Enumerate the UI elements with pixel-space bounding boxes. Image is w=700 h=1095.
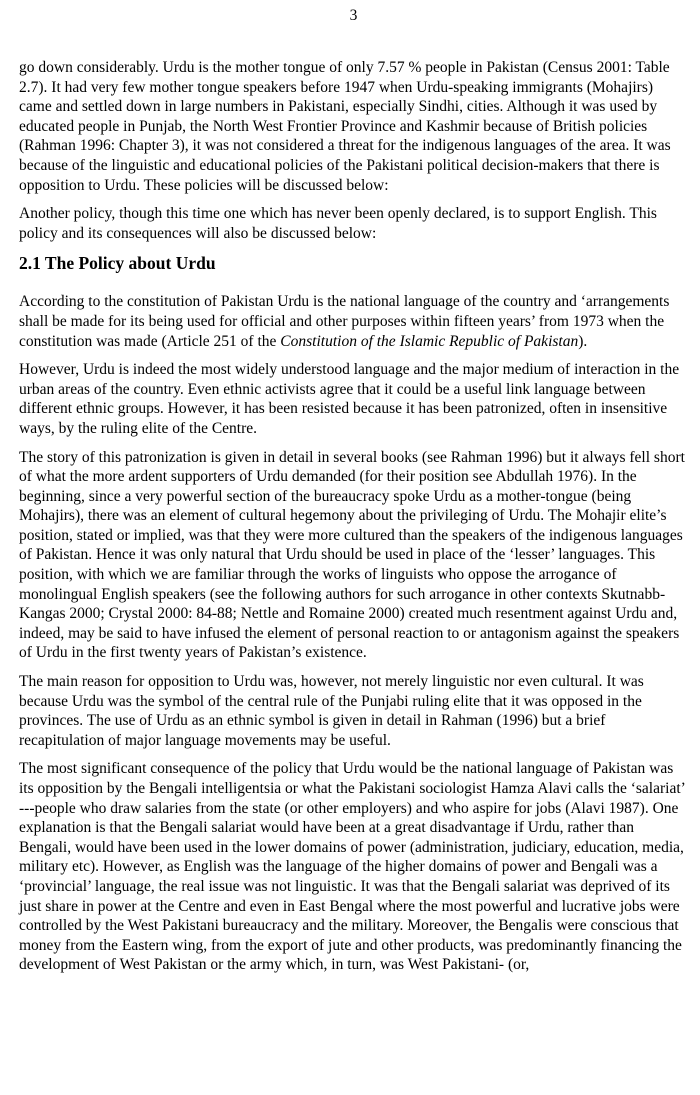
paragraph-constitution (19, 292, 688, 351)
paragraph-patronization: The story of this patronization is given in detail in several books (see Rahman 1996) but it always fell short of what the more ardent supporters of Urdu demanded (for their position see Abdullah 1976). In the beginning, since a very powerful section of the bureaucracy spoke Urdu as a mother-tongue (being Mohajirs), there was an element of cultural hegemony about the privileging of Urdu. The Mohajir elite’s position, stated or implied, was that they were more cultured than the speakers of the indigenous languages of Pakistan. Hence it was only natural that Urdu should be used in place of the ‘lesser’ languages. This position, with which we are familiar through the works of linguists who oppose the arrogance of monolingual English speakers (see the following authors for such arrogance in other contexts Skutnabb-Kangas 2000; Crystal 2000: 84-88; Nettle and Romaine 2000) created much resentment against Urdu and, indeed, may be said to have infused the element of personal reaction to or antagonism against the speakers of Urdu in the first twenty years of Pakistan’s existence. (19, 448, 685, 662)
paragraph-opposition-reason: The main reason for opposition to Urdu was, however, not merely linguistic nor even cultural. It was because Urdu was the symbol of the central rule of the Punjabi ruling elite that it was opposed in the provinces. The use of Urdu as an ethnic symbol is given in detail in Rahman (1996) but a brief recapitulation of major language movements may be useful. (19, 673, 644, 749)
constitution-text-before: According to the constitution of Pakistan Urdu is the national language of the country and ‘arrangements shall be made for its being used for official and other purposes within fifteen years’ from 1973 when the constitution was made (Article 251 of the (19, 293, 670, 350)
paragraph-urdu-mother-tongue: go down considerably. Urdu is the mother tongue of only 7.57 % people in Pakistan (Census 2001: Table 2.7). It had very few mother tongue speakers before 1947 when Urdu-speaking immigrants (Mohajirs) came and settled down in large numbers in Pakistani, especially Sindhi, cities. Although it was used by educated people in Punjab, the North West Frontier Province and Kashmir because of British policies (Rahman 1996: Chapter 3), it was not considered a threat for the indigenous languages of the area. It was because of the linguistic and educational policies of the Pakistani political decision-makers that there is opposition to Urdu. These policies will be discussed below: (19, 59, 671, 194)
paragraph-urdu-link-language: However, Urdu is indeed the most widely understood language and the major medium of interaction in the urban areas of the country. Even ethnic activists agree that it could be a useful link language between different ethnic groups. However, it has been resisted because it has been patronized, often in insensitive ways, by the ruling elite of the Centre. (19, 361, 680, 437)
constitution-title-italic: Constitution of the Islamic Republic of Pakistan (280, 332, 579, 350)
section-heading: 2.1 The Policy about Urdu (19, 253, 216, 274)
page-number: 3 (349, 7, 358, 24)
paragraph-english-policy: Another policy, though this time one which has never been openly declared, is to support English. This policy and its consequences will also be discussed below: (19, 205, 657, 242)
paragraph-bengali-salariat: The most significant consequence of the policy that Urdu would be the national language of Pakistan was its opposition by the Bengali intelligentsia or what the Pakistani sociologist Hamza Alavi calls the ‘salariat’ ---people who draw salaries from the state (or other employers) and who aspire for jobs (Alavi 1987). One explanation is that the Bengali salariat would have been at a great disadvantage if Urdu, rather than Bengali, would have been used in the lower domains of power (administration, judiciary, education, media, military etc). However, as English was the language of the higher domains of power and Bengali was a ‘provincial’ language, the real issue was not linguistic. It was that the Bengali salariat was deprived of its just share in power at the Centre and even in East Bengal where the most powerful and lucrative jobs were controlled by the West Pakistani bureaucracy and the military. Moreover, the Bengalis were conscious that money from the Eastern wing, from the export of jute and other products, was predominantly financing the development of West Pakistan or the army which, in turn, was West Pakistani- (or, (19, 760, 685, 974)
constitution-text-after: ). (578, 332, 588, 350)
